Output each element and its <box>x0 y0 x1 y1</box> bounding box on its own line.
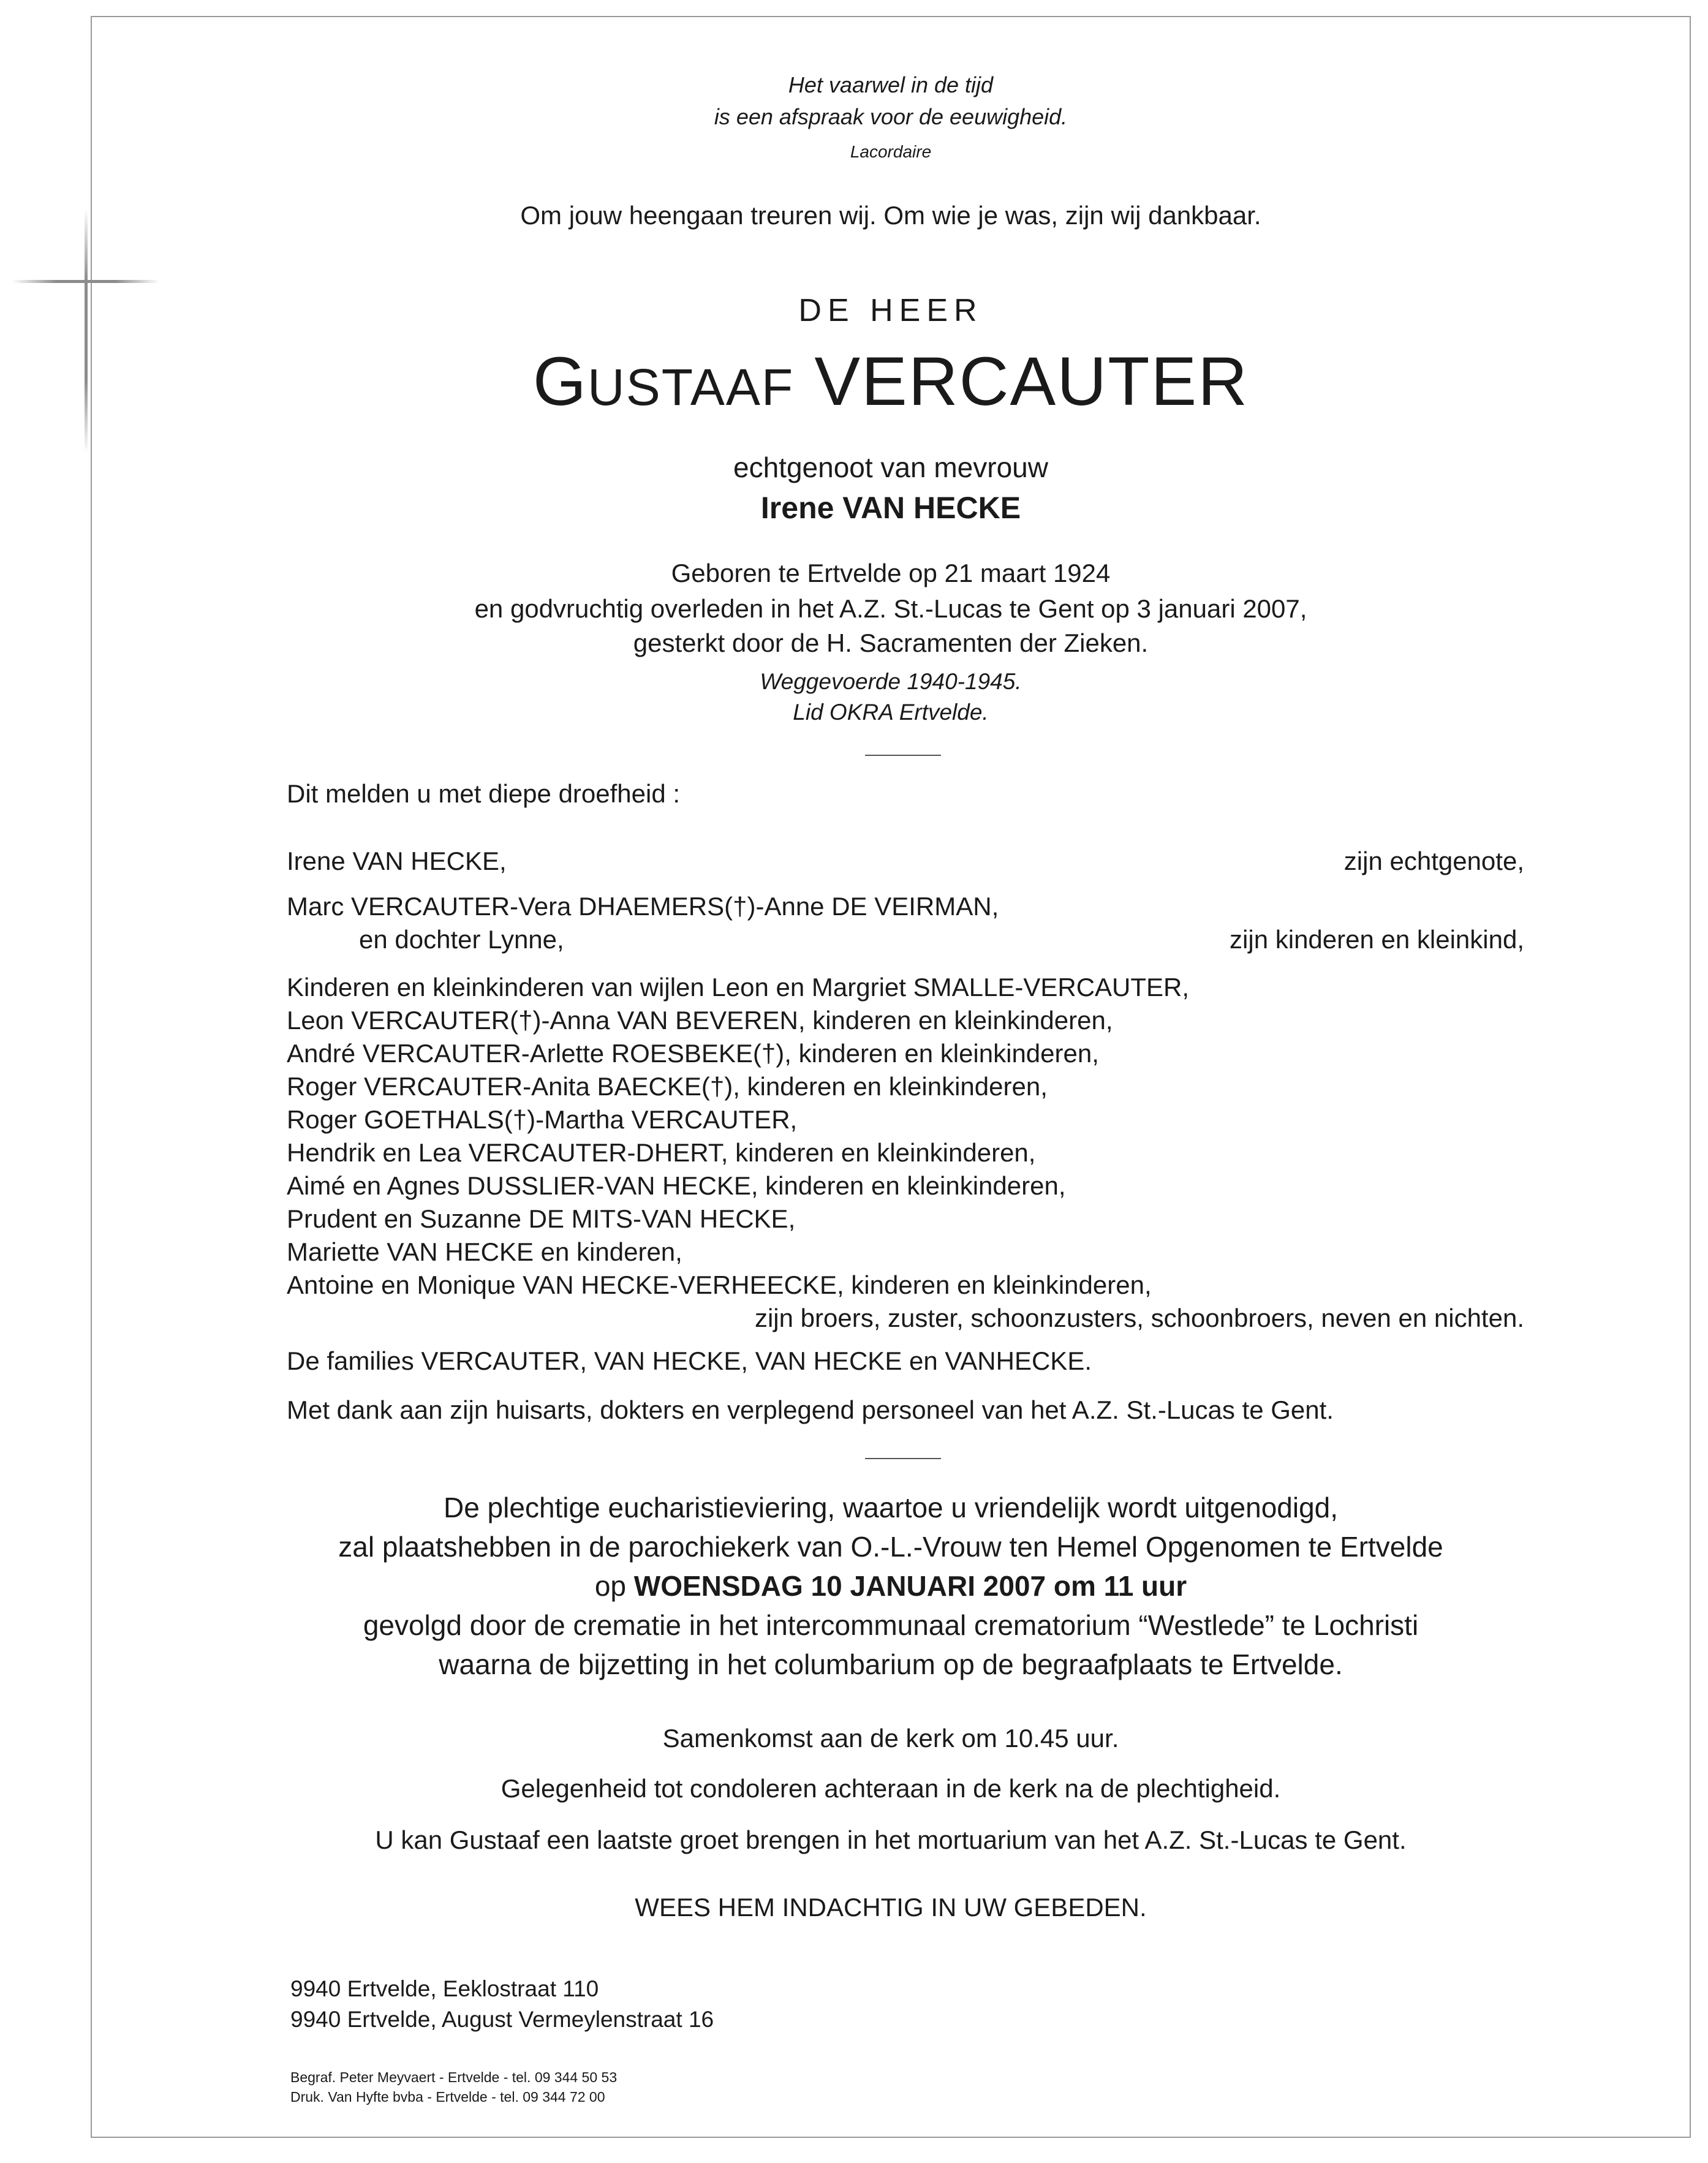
ceremony-date-prefix: op <box>594 1570 626 1602</box>
sibling-line: Kinderen en kleinkinderen van wijlen Leon en Margriet SMALLE-VERCAUTER, <box>287 973 1190 1002</box>
ceremony-date-line <box>91 1569 1691 1602</box>
credit-line: Begraf. Peter Meyvaert - Ertvelde - tel. 09 344 50 53 <box>290 2069 618 2085</box>
honorific: DE HEER <box>798 293 983 328</box>
family-spouse-relation: zijn echtgenote, <box>1343 847 1524 875</box>
quote-line-2: is een afspraak voor de eeuwigheid. <box>714 104 1068 129</box>
sibling-line: Roger VERCAUTER-Anita BAECKE(†), kinderen en kleinkinderen, <box>287 1072 1048 1101</box>
cross-horizontal-bar <box>12 280 159 283</box>
sibling-line: André VERCAUTER-Arlette ROESBEKE(†), kinderen en kleinkinderen, <box>287 1039 1099 1068</box>
thanks-line: Met dank aan zijn huisarts, dokters en verplegend personeel van het A.Z. St.-Lucas te Gent. <box>287 1395 1334 1424</box>
spouse-name: Irene VAN HECKE <box>760 491 1021 525</box>
spouse-intro: echtgenoot van mevrouw <box>733 451 1048 483</box>
cross-vertical-bar <box>85 208 88 453</box>
siblings-relation: zijn broers, zuster, schoonzusters, schoonbroers, neven en nichten. <box>754 1304 1524 1332</box>
family-children-line-1: Marc VERCAUTER-Vera DHAEMERS(†)-Anne DE VEIRMAN, <box>287 892 999 921</box>
quote-line-1: Het vaarwel in de tijd <box>788 72 994 97</box>
address-line: 9940 Ertvelde, Eeklostraat 110 <box>290 1976 599 2001</box>
tagline: Om jouw heengaan treuren wij. Om wie je was, zijn wij dankbaar. <box>520 201 1261 230</box>
first-name-initial: G <box>532 343 588 420</box>
separator <box>865 755 941 756</box>
sibling-line: Antoine en Monique VAN HECKE-VERHEECKE, kinderen en kleinkinderen, <box>287 1270 1152 1299</box>
sacraments-line: gesterkt door de H. Sacramenten der Zieken. <box>633 629 1149 657</box>
families-line: De families VERCAUTER, VAN HECKE, VAN HECKE en VANHECKE. <box>287 1346 1092 1375</box>
sibling-line: Aimé en Agnes DUSSLIER-VAN HECKE, kinderen en kleinkinderen, <box>287 1171 1066 1200</box>
note-line-2: Lid OKRA Ertvelde. <box>793 700 989 725</box>
last-name: VERCAUTER <box>814 343 1249 420</box>
birth-line: Geboren te Ertvelde op 21 maart 1924 <box>671 559 1111 587</box>
sibling-line: Leon VERCAUTER(†)-Anna VAN BEVEREN, kinderen en kleinkinderen, <box>287 1006 1113 1035</box>
ceremony-date: WOENSDAG 10 JANUARI 2007 om 11 uur <box>633 1570 1187 1602</box>
deceased-name <box>91 342 1691 421</box>
death-line: en godvruchtig overleden in het A.Z. St.-Lucas te Gent op 3 januari 2007, <box>474 594 1307 623</box>
sibling-line: Mariette VAN HECKE en kinderen, <box>287 1237 682 1266</box>
announce-line: Dit melden u met diepe droefheid : <box>287 779 681 808</box>
ceremony-line-2: zal plaatshebben in de parochiekerk van O.-L.-Vrouw ten Hemel Opgenomen te Ertvelde <box>338 1531 1443 1563</box>
separator <box>865 1458 941 1459</box>
prayer-line: WEES HEM INDACHTIG IN UW GEBEDEN. <box>635 1893 1147 1922</box>
address-line: 9940 Ertvelde, August Vermeylenstraat 16 <box>290 2007 714 2032</box>
sibling-line: Prudent en Suzanne DE MITS-VAN HECKE, <box>287 1204 796 1233</box>
ceremony-line-5: waarna de bijzetting in het columbarium op de begraafplaats te Ertvelde. <box>439 1648 1343 1680</box>
note-line-1: Weggevoerde 1940-1945. <box>760 669 1022 694</box>
family-children-line-2: en dochter Lynne, <box>359 925 564 954</box>
quote-author: Lacordaire <box>850 142 932 161</box>
farewell-line: U kan Gustaaf een laatste groet brengen in het mortuarium van het A.Z. St.-Lucas te Gent. <box>375 1825 1407 1854</box>
family-spouse: Irene VAN HECKE, <box>287 847 507 875</box>
credit-line: Druk. Van Hyfte bvba - Ertvelde - tel. 09 344 72 00 <box>290 2089 605 2105</box>
family-children-relation: zijn kinderen en kleinkind, <box>1230 925 1524 954</box>
gathering-line: Samenkomst aan de kerk om 10.45 uur. <box>662 1724 1119 1753</box>
ceremony-line-4: gevolgd door de crematie in het intercommunaal crematorium “Westlede” te Lochristi <box>363 1609 1419 1641</box>
first-name-rest: USTAAF <box>588 358 795 416</box>
sibling-line: Roger GOETHALS(†)-Martha VERCAUTER, <box>287 1105 798 1134</box>
condolences-line: Gelegenheid tot condoleren achteraan in de kerk na de plechtigheid. <box>501 1774 1281 1803</box>
ceremony-line-1: De plechtige eucharistieviering, waartoe u vriendelijk wordt uitgenodigd, <box>443 1492 1339 1523</box>
sibling-line: Hendrik en Lea VERCAUTER-DHERT, kinderen en kleinkinderen, <box>287 1138 1036 1167</box>
